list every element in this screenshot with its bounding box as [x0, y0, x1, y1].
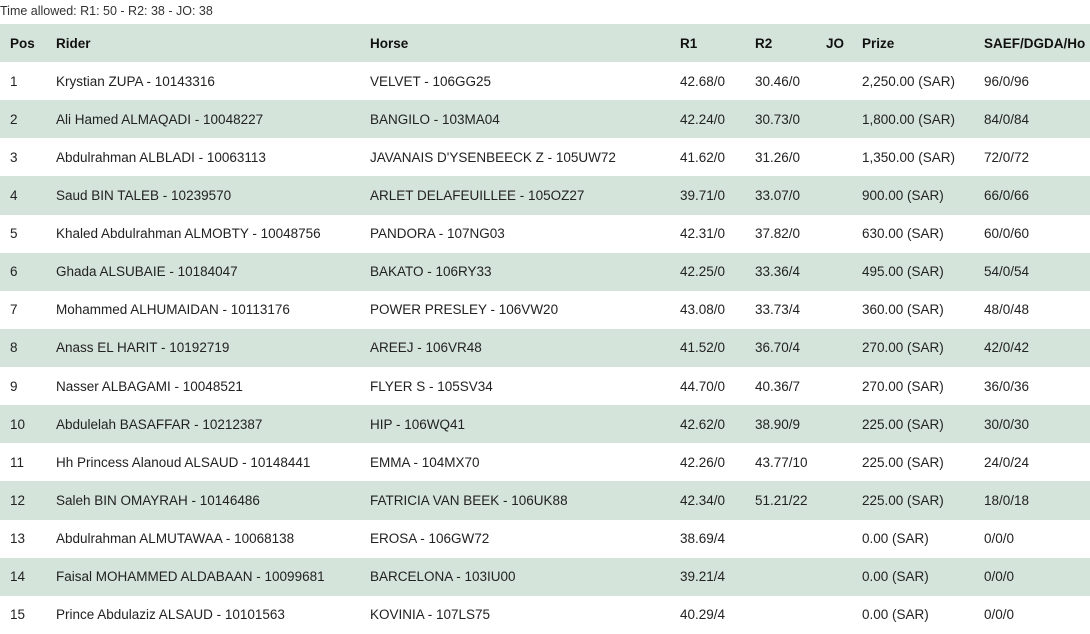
- cell-r1: 42.26/0: [680, 454, 726, 470]
- cell-r1: 39.21/4: [680, 569, 726, 585]
- cell-r1: 39.71/0: [680, 187, 726, 203]
- cell-saef: 36/0/36: [984, 378, 1030, 394]
- table-row: [0, 291, 1090, 329]
- cell-pos: 5: [10, 226, 18, 242]
- cell-saef: 18/0/18: [984, 492, 1030, 508]
- cell-saef: 54/0/54: [984, 264, 1030, 280]
- cell-saef: 66/0/66: [984, 187, 1030, 203]
- cell-horse: HIP - 106WQ41: [370, 416, 466, 432]
- cell-horse: AREEJ - 106VR48: [370, 340, 482, 356]
- cell-r1: 42.31/0: [680, 226, 726, 242]
- header-saef: SAEF/DGDA/Ho: [984, 35, 1086, 51]
- cell-r2: 33.07/0: [755, 187, 801, 203]
- cell-horse: EMMA - 104MX70: [370, 454, 480, 470]
- cell-saef: 96/0/96: [984, 73, 1030, 89]
- cell-horse: EROSA - 106GW72: [370, 531, 490, 547]
- cell-prize: 2,250.00 (SAR): [862, 73, 956, 89]
- cell-saef: 84/0/84: [984, 111, 1030, 127]
- cell-horse: FATRICIA VAN BEEK - 106UK88: [370, 492, 568, 508]
- table-row: [0, 558, 1090, 596]
- cell-saef: 0/0/0: [984, 607, 1015, 623]
- cell-pos: 13: [10, 531, 26, 547]
- cell-jo: [812, 481, 852, 519]
- cell-prize: 0.00 (SAR): [862, 569, 929, 585]
- cell-rider: Anass EL HARIT - 10192719: [56, 340, 230, 356]
- cell-pos: 14: [10, 569, 26, 585]
- cell-jo: [812, 138, 852, 176]
- cell-r1: 41.52/0: [680, 340, 726, 356]
- results-table: [0, 24, 1090, 634]
- header-horse: Horse: [370, 35, 409, 51]
- cell-pos: 10: [10, 416, 26, 432]
- cell-jo: [812, 329, 852, 367]
- cell-r1: 43.08/0: [680, 302, 726, 318]
- cell-horse: BANGILO - 103MA04: [370, 111, 500, 127]
- cell-r2: 33.73/4: [755, 302, 801, 318]
- cell-pos: 12: [10, 492, 26, 508]
- table-row: [0, 520, 1090, 558]
- table-row: [0, 62, 1090, 100]
- cell-rider: Abdulelah BASAFFAR - 10212387: [56, 416, 263, 432]
- table-row: [0, 215, 1090, 253]
- cell-prize: 0.00 (SAR): [862, 607, 929, 623]
- cell-r1: 40.29/4: [680, 607, 726, 623]
- cell-jo: [812, 367, 852, 405]
- cell-pos: 8: [10, 340, 18, 356]
- cell-rider: Mohammed ALHUMAIDAN - 10113176: [56, 302, 290, 318]
- cell-r2: 38.90/9: [755, 416, 801, 432]
- time-allowed-text: Time allowed: R1: 50 - R2: 38 - JO: 38: [0, 4, 213, 18]
- cell-jo: [812, 443, 852, 481]
- cell-r2: 51.21/22: [755, 492, 808, 508]
- table-row: [0, 596, 1090, 634]
- cell-horse: VELVET - 106GG25: [370, 73, 492, 89]
- table-row: [0, 367, 1090, 405]
- table-row: [0, 443, 1090, 481]
- table-row: [0, 405, 1090, 443]
- cell-pos: 2: [10, 111, 18, 127]
- cell-rider: Abdulrahman ALMUTAWAA - 10068138: [56, 531, 295, 547]
- cell-pos: 15: [10, 607, 26, 623]
- cell-prize: 270.00 (SAR): [862, 340, 944, 356]
- cell-r1: 42.68/0: [680, 73, 726, 89]
- cell-r1: 41.62/0: [680, 149, 726, 165]
- table-row: [0, 253, 1090, 291]
- cell-horse: KOVINIA - 107LS75: [370, 607, 491, 623]
- header-r1: R1: [680, 35, 698, 51]
- cell-rider: Krystian ZUPA - 10143316: [56, 73, 215, 89]
- cell-pos: 11: [10, 454, 25, 470]
- results-body: [0, 62, 1090, 634]
- cell-horse: JAVANAIS D'YSENBEECK Z - 105UW72: [370, 149, 616, 165]
- cell-rider: Ghada ALSUBAIE - 10184047: [56, 264, 238, 280]
- cell-pos: 4: [10, 187, 18, 203]
- cell-prize: 1,800.00 (SAR): [862, 111, 956, 127]
- cell-jo: [812, 558, 852, 596]
- cell-r1: 38.69/4: [680, 531, 726, 547]
- cell-rider: Nasser ALBAGAMI - 10048521: [56, 378, 243, 394]
- cell-r2: 36.70/4: [755, 340, 801, 356]
- header-jo: JO: [825, 35, 844, 51]
- table-row: [0, 100, 1090, 138]
- cell-prize: 900.00 (SAR): [862, 187, 944, 203]
- cell-prize: 360.00 (SAR): [862, 302, 944, 318]
- cell-pos: 7: [10, 302, 18, 318]
- cell-r2: 40.36/7: [755, 378, 801, 394]
- table-row: [0, 481, 1090, 519]
- cell-saef: 48/0/48: [984, 302, 1030, 318]
- cell-r2: 30.46/0: [755, 73, 801, 89]
- cell-prize: 225.00 (SAR): [862, 416, 944, 432]
- cell-horse: ARLET DELAFEUILLEE - 105OZ27: [370, 187, 585, 203]
- header-prize: Prize: [862, 35, 895, 51]
- cell-pos: 1: [10, 73, 18, 89]
- cell-rider: Khaled Abdulrahman ALMOBTY - 10048756: [56, 226, 321, 242]
- cell-r1: 42.34/0: [680, 492, 726, 508]
- cell-saef: 0/0/0: [984, 531, 1015, 547]
- cell-r2: 43.77/10: [755, 454, 808, 470]
- header-rider: Rider: [56, 35, 91, 51]
- cell-r1: 44.70/0: [680, 378, 726, 394]
- cell-r1: 42.24/0: [680, 111, 726, 127]
- cell-rider: Ali Hamed ALMAQADI - 10048227: [56, 111, 264, 127]
- cell-saef: 24/0/24: [984, 454, 1030, 470]
- cell-rider: Abdulrahman ALBLADI - 10063113: [56, 149, 266, 165]
- cell-jo: [812, 405, 852, 443]
- results-table-container: [0, 24, 1090, 634]
- cell-rider: Prince Abdulaziz ALSAUD - 10101563: [56, 607, 285, 623]
- cell-r2: 30.73/0: [755, 111, 801, 127]
- cell-saef: 72/0/72: [984, 149, 1030, 165]
- cell-horse: BAKATO - 106RY33: [370, 264, 492, 280]
- cell-horse: FLYER S - 105SV34: [370, 378, 493, 394]
- cell-saef: 30/0/30: [984, 416, 1030, 432]
- cell-pos: 3: [10, 149, 18, 165]
- cell-saef: 0/0/0: [984, 569, 1015, 585]
- cell-rider: Saud BIN TALEB - 10239570: [56, 187, 232, 203]
- cell-saef: 60/0/60: [984, 226, 1030, 242]
- cell-rider: Saleh BIN OMAYRAH - 10146486: [56, 492, 260, 508]
- cell-prize: 630.00 (SAR): [862, 226, 944, 242]
- cell-jo: [812, 291, 852, 329]
- cell-prize: 270.00 (SAR): [862, 378, 944, 394]
- cell-prize: 495.00 (SAR): [862, 264, 944, 280]
- cell-pos: 6: [10, 264, 18, 280]
- cell-rider: Hh Princess Alanoud ALSAUD - 10148441: [56, 454, 311, 470]
- cell-jo: [812, 176, 852, 214]
- cell-r1: 42.62/0: [680, 416, 726, 432]
- cell-r2: 37.82/0: [755, 226, 801, 242]
- cell-prize: 0.00 (SAR): [862, 531, 929, 547]
- cell-r2: 33.36/4: [755, 264, 801, 280]
- table-row: [0, 138, 1090, 176]
- cell-saef: 42/0/42: [984, 340, 1030, 356]
- cell-r2: [745, 520, 812, 558]
- table-row: [0, 176, 1090, 214]
- table-row: [0, 329, 1090, 367]
- cell-jo: [812, 100, 852, 138]
- cell-prize: 225.00 (SAR): [862, 492, 944, 508]
- cell-jo: [812, 215, 852, 253]
- header-r2: R2: [755, 35, 773, 51]
- cell-rider: Faisal MOHAMMED ALDABAAN - 10099681: [56, 569, 325, 585]
- table-header-row: [0, 24, 1090, 62]
- cell-prize: 225.00 (SAR): [862, 454, 944, 470]
- cell-jo: [812, 596, 852, 634]
- cell-jo: [812, 62, 852, 100]
- cell-r1: 42.25/0: [680, 264, 726, 280]
- cell-horse: BARCELONA - 103IU00: [370, 569, 516, 585]
- cell-horse: POWER PRESLEY - 106VW20: [370, 302, 559, 318]
- cell-r2: [745, 558, 812, 596]
- cell-r2: 31.26/0: [755, 149, 801, 165]
- cell-horse: PANDORA - 107NG03: [370, 226, 505, 242]
- cell-jo: [812, 520, 852, 558]
- cell-jo: [812, 253, 852, 291]
- cell-r2: [745, 596, 812, 634]
- cell-pos: 9: [10, 378, 18, 394]
- header-pos: Pos: [10, 35, 35, 51]
- cell-prize: 1,350.00 (SAR): [862, 149, 956, 165]
